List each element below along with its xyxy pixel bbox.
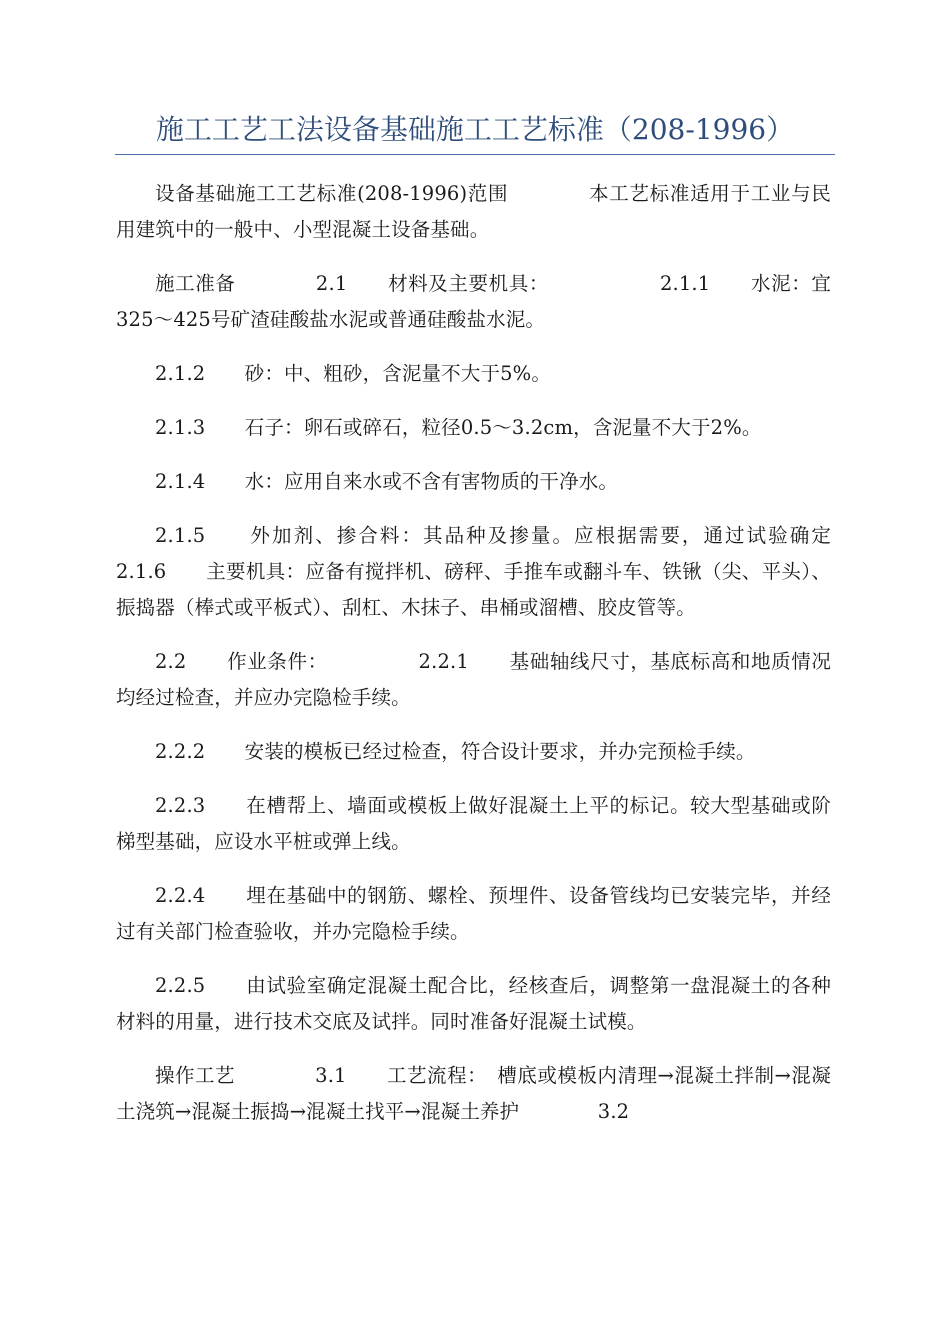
paragraph-text: 2.1.2 砂：中、粗砂，含泥量不大于5%。 [155, 362, 552, 385]
paragraph [116, 644, 831, 716]
paragraph [116, 356, 831, 392]
paragraph-text: 2.1.4 水：应用自来水或不含有害物质的干净水。 [155, 470, 619, 493]
paragraph [116, 176, 831, 248]
paragraph [116, 788, 831, 860]
paragraph-text: 2.1.5 外加剂、掺合料：其品种及掺量。应根据需要，通过试验确定 2.1.6 主要机具：应备有搅拌机、磅秤、手推车或翻斗车、铁锹（尖、平头）、振捣器（棒式或平板式）、刮杠、木抹子、串桶或溜槽、胶皮管等。 [116, 524, 910, 619]
paragraph [116, 734, 831, 770]
paragraph [116, 518, 910, 626]
paragraph [116, 464, 831, 500]
paragraph-text: 2.1.3 石子：卵石或碎石，粒径0.5～3.2cm，含泥量不大于2%。 [155, 416, 762, 439]
paragraph-text: 施工准备 2.1 材料及主要机具： 2.1.1 水泥：宜325～425号矿渣硅酸盐水泥或普通硅酸盐水泥。 [116, 272, 831, 331]
paragraph [116, 410, 831, 446]
paragraph [116, 1058, 831, 1130]
document-title: 施工工艺工法设备基础施工工艺标准（208-1996） [155, 113, 795, 146]
paragraph [116, 878, 831, 950]
paragraph-text: 操作工艺 3.1 工艺流程： 槽底或模板内清理→混凝土拌制→混凝土浇筑→混凝土振捣→混凝土找平→混凝土养护 3.2 [116, 1064, 831, 1123]
paragraph [116, 266, 831, 338]
document-body [116, 176, 910, 1148]
paragraph-text: 2.2.3 在槽帮上、墙面或模板上做好混凝土上平的标记。较大型基础或阶梯型基础，应设水平桩或弹上线。 [116, 794, 831, 853]
paragraph-text: 设备基础施工工艺标准(208-1996)范围 本工艺标准适用于工业与民用建筑中的一般中、小型混凝土设备基础。 [116, 182, 831, 241]
paragraph [116, 968, 831, 1040]
paragraph-text: 2.2.2 安装的模板已经过检查，符合设计要求，并办完预检手续。 [155, 740, 756, 763]
paragraph-text: 2.2 作业条件： 2.2.1 基础轴线尺寸，基底标高和地质情况均经过检查，并应办完隐检手续。 [116, 650, 831, 709]
title-underline [115, 154, 835, 155]
paragraph-text: 2.2.5 由试验室确定混凝土配合比，经核查后，调整第一盘混凝土的各种材料的用量，进行技术交底及试拌。同时准备好混凝土试模。 [116, 974, 831, 1033]
paragraph-text: 2.2.4 埋在基础中的钢筋、螺栓、预埋件、设备管线均已安装完毕，并经过有关部门检查验收，并办完隐检手续。 [116, 884, 831, 943]
